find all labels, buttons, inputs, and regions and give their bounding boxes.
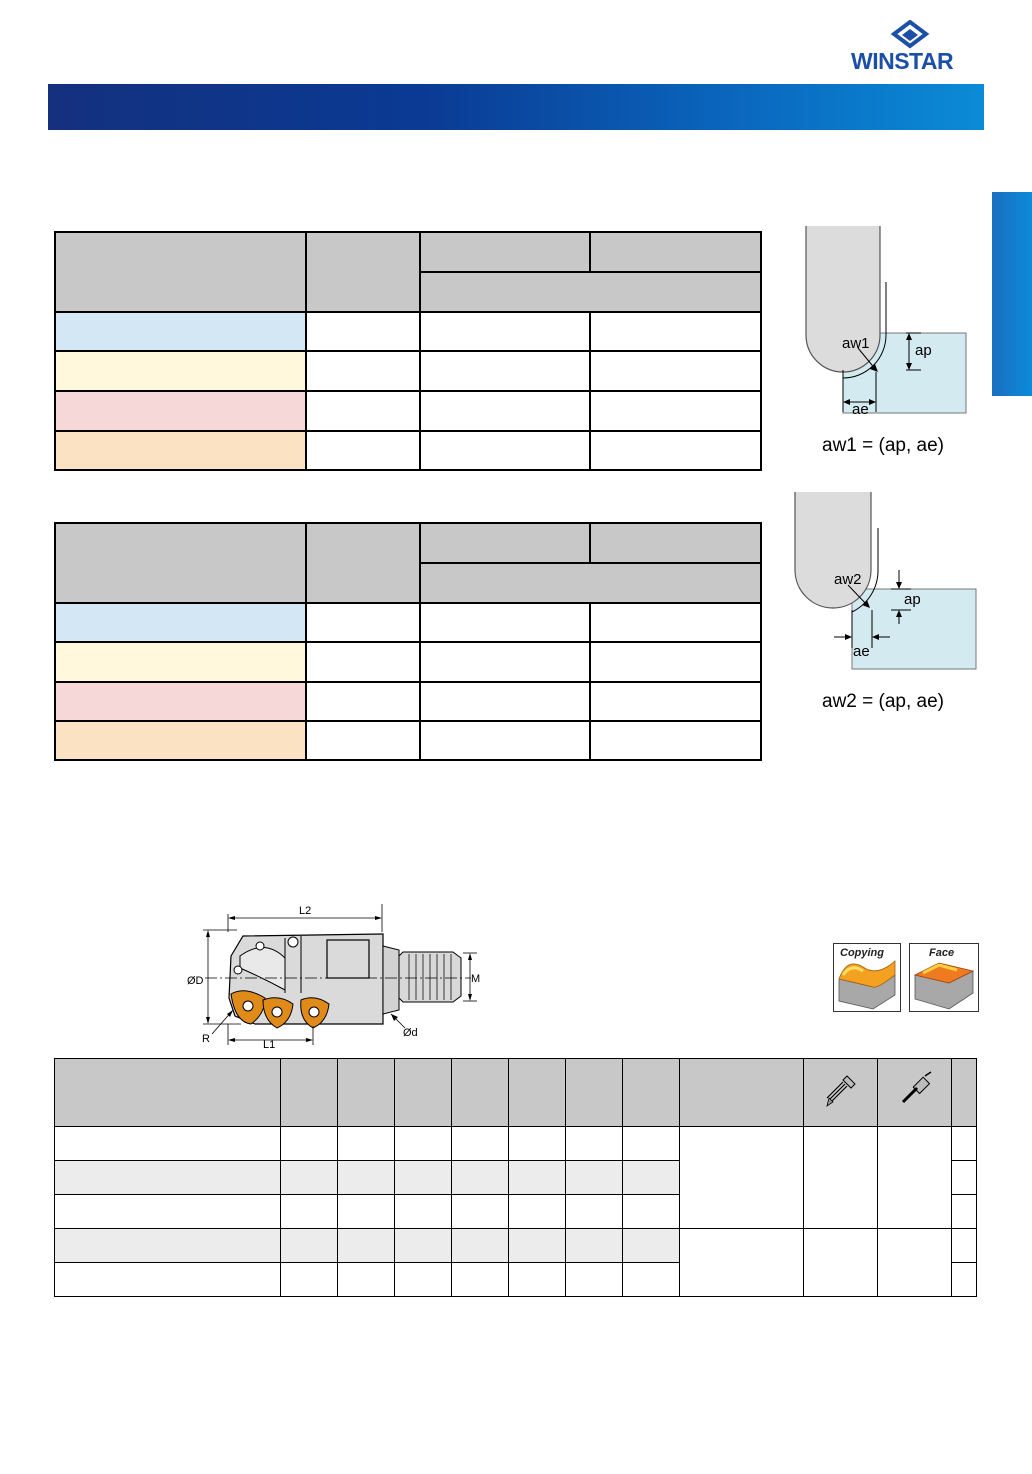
table-cell xyxy=(590,431,761,470)
table-cell xyxy=(566,1263,623,1297)
material-cell xyxy=(55,431,306,470)
header-cell xyxy=(55,232,306,312)
material-cell xyxy=(55,603,306,642)
table-cell xyxy=(623,1161,680,1195)
table-cell xyxy=(452,1263,509,1297)
table-cell xyxy=(420,603,590,642)
material-cell xyxy=(55,312,306,351)
header-cell xyxy=(420,232,590,272)
ap-label: ap xyxy=(915,342,932,359)
table-cell xyxy=(306,721,420,760)
ap-label: ap xyxy=(904,591,921,608)
header-cell xyxy=(420,272,761,312)
insert-cell xyxy=(680,1127,804,1229)
header-cell xyxy=(306,523,420,603)
table-cell xyxy=(509,1161,566,1195)
engagement-diagram-1 xyxy=(796,222,986,422)
table-cell xyxy=(306,312,420,351)
table-cell xyxy=(623,1229,680,1263)
table-cell xyxy=(590,351,761,391)
insert-cell xyxy=(680,1229,804,1297)
material-cell xyxy=(55,351,306,391)
header-banner xyxy=(48,84,984,130)
header-cell xyxy=(623,1059,680,1127)
material-cell xyxy=(55,682,306,721)
header-cell xyxy=(590,232,761,272)
cutting-conditions-table-2 xyxy=(54,522,762,761)
table-cell xyxy=(952,1161,977,1195)
screw-cell xyxy=(804,1127,878,1229)
table-cell xyxy=(281,1263,338,1297)
header-cell xyxy=(306,232,420,312)
table-cell xyxy=(338,1161,395,1195)
table-cell xyxy=(395,1195,452,1229)
copying-label: Copying xyxy=(840,947,884,959)
table-cell xyxy=(952,1229,977,1263)
header-cell xyxy=(952,1059,977,1127)
table-cell xyxy=(590,603,761,642)
table-cell xyxy=(952,1127,977,1161)
table-cell xyxy=(623,1127,680,1161)
wrench-header xyxy=(878,1059,952,1127)
material-cell xyxy=(55,642,306,682)
table-cell xyxy=(420,391,590,431)
table-cell xyxy=(509,1127,566,1161)
header-cell xyxy=(55,1059,281,1127)
table-cell xyxy=(306,682,420,721)
screw-header xyxy=(804,1059,878,1127)
winstar-logo xyxy=(848,20,988,72)
table-cell xyxy=(952,1263,977,1297)
table-cell xyxy=(566,1161,623,1195)
material-cell xyxy=(55,391,306,431)
table-cell xyxy=(395,1161,452,1195)
side-tab[interactable] xyxy=(992,192,1032,396)
engagement-diagram-2 xyxy=(786,488,986,678)
table-cell xyxy=(306,391,420,431)
l2-label: L2 xyxy=(299,905,312,917)
diameter-label: ØD xyxy=(187,975,204,987)
aw2-label: aw2 xyxy=(834,571,862,588)
table-cell xyxy=(420,351,590,391)
table-cell xyxy=(452,1195,509,1229)
table-cell xyxy=(590,312,761,351)
table-cell xyxy=(452,1127,509,1161)
ae-label: ae xyxy=(853,643,870,660)
face-label: Face xyxy=(929,947,955,959)
tool-specification-table xyxy=(54,1058,977,1297)
aw2-formula: aw2 = (ap, ae) xyxy=(822,691,944,712)
header-cell xyxy=(452,1059,509,1127)
table-cell xyxy=(306,431,420,470)
header-cell xyxy=(420,523,590,563)
table-cell xyxy=(420,431,590,470)
table-cell xyxy=(623,1263,680,1297)
header-cell xyxy=(420,563,761,603)
ae-label: ae xyxy=(852,401,869,418)
table-cell xyxy=(420,682,590,721)
logo-text: WINSTAR xyxy=(851,48,954,74)
table-cell xyxy=(566,1195,623,1229)
aw1-label: aw1 xyxy=(842,335,870,352)
table-cell xyxy=(338,1195,395,1229)
table-cell xyxy=(590,391,761,431)
table-cell xyxy=(55,1229,281,1263)
torx-wrench-icon xyxy=(895,1070,935,1110)
radius-label: R xyxy=(202,1033,210,1045)
shank-diameter-label: Ød xyxy=(403,1027,418,1039)
table-cell xyxy=(590,721,761,760)
table-cell xyxy=(306,351,420,391)
table-cell xyxy=(420,642,590,682)
copying-application-icon xyxy=(833,943,901,1012)
table-cell xyxy=(623,1195,680,1229)
header-cell xyxy=(281,1059,338,1127)
table-cell xyxy=(452,1229,509,1263)
table-cell xyxy=(509,1263,566,1297)
table-cell xyxy=(55,1195,281,1229)
screw-icon xyxy=(821,1070,861,1110)
header-cell xyxy=(395,1059,452,1127)
table-cell xyxy=(281,1195,338,1229)
material-cell xyxy=(55,721,306,760)
table-cell xyxy=(566,1229,623,1263)
header-cell xyxy=(590,523,761,563)
header-cell xyxy=(566,1059,623,1127)
table-cell xyxy=(566,1127,623,1161)
tool-drawing xyxy=(185,898,490,1050)
header-cell xyxy=(338,1059,395,1127)
table-cell xyxy=(338,1263,395,1297)
table-cell xyxy=(306,603,420,642)
screw-cell xyxy=(804,1229,878,1297)
table-cell xyxy=(55,1161,281,1195)
header-cell xyxy=(680,1059,804,1127)
cutting-conditions-table-1 xyxy=(54,231,762,471)
table-cell xyxy=(952,1195,977,1229)
face-application-icon xyxy=(909,943,979,1012)
table-cell xyxy=(420,312,590,351)
wrench-cell xyxy=(878,1229,952,1297)
header-cell xyxy=(509,1059,566,1127)
table-cell xyxy=(281,1229,338,1263)
aw1-formula: aw1 = (ap, ae) xyxy=(822,435,944,456)
thread-label: M xyxy=(471,973,481,985)
table-cell xyxy=(55,1263,281,1297)
header-cell xyxy=(55,523,306,603)
table-cell xyxy=(338,1127,395,1161)
table-cell xyxy=(306,642,420,682)
table-cell xyxy=(338,1229,395,1263)
table-cell xyxy=(509,1195,566,1229)
l1-label: L1 xyxy=(263,1039,276,1050)
table-cell xyxy=(281,1127,338,1161)
table-cell xyxy=(55,1127,281,1161)
table-cell xyxy=(590,682,761,721)
table-cell xyxy=(590,642,761,682)
table-cell xyxy=(509,1229,566,1263)
table-cell xyxy=(281,1161,338,1195)
table-cell xyxy=(395,1229,452,1263)
table-cell xyxy=(395,1127,452,1161)
table-cell xyxy=(395,1263,452,1297)
table-cell xyxy=(420,721,590,760)
wrench-cell xyxy=(878,1127,952,1229)
table-cell xyxy=(452,1161,509,1195)
